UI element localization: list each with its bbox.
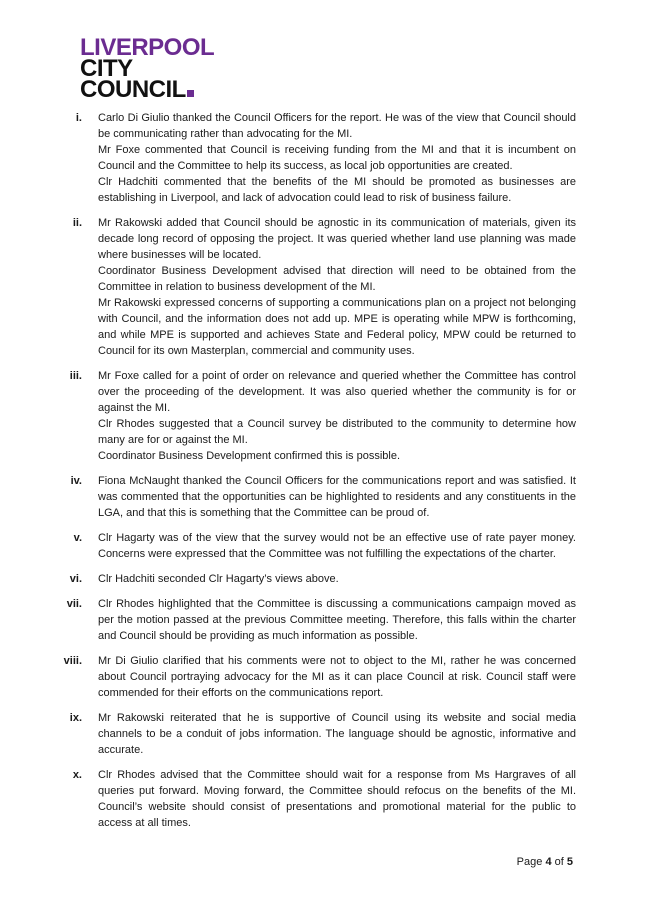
item-number: iv. <box>70 475 82 487</box>
item-body <box>98 571 576 587</box>
page-total: 5 <box>566 856 573 868</box>
page-footer <box>517 856 573 868</box>
council-logo <box>80 34 215 103</box>
item-body <box>98 473 576 521</box>
item-body <box>98 596 576 644</box>
page-number: 4 <box>545 856 552 868</box>
item-body <box>98 530 576 562</box>
item-paragraph: Clr Hagarty was of the view that the survey would not be an effective use of rate payer money. Concerns were expressed that the Committee was not fulfilling the expectations of the charter. <box>98 532 576 560</box>
item-paragraph: Clr Hadchiti seconded Clr Hagarty’s views above. <box>98 573 339 585</box>
item-paragraph: Mr Rakowski added that Council should be agnostic in its communication of materials, given its decade long record of opposing the project. It was queried whether land use planning was made where businesses will be located. <box>98 217 576 261</box>
minutes-item <box>0 110 653 206</box>
logo-dot-icon <box>187 90 194 97</box>
item-paragraph: Mr Rakowski expressed concerns of supporting a communications plan on a project not belonging with Council, and the information does not add up. MPE is operating while MPW is forthcoming, and while MPE is supported and achieves State and Federal policy, MPW could be returned to Council for its own Masterplan, commercial and community uses. <box>98 297 576 357</box>
item-number: i. <box>75 112 82 124</box>
minutes-item <box>0 530 653 562</box>
item-body <box>98 110 576 206</box>
item-paragraph: Coordinator Business Development advised that direction will need to be obtained from the Committee in relation to business development of the MI. <box>98 265 576 293</box>
minutes-item <box>0 473 653 521</box>
logo-line-2: CITY <box>80 55 133 82</box>
item-body <box>98 653 576 701</box>
minutes-item <box>0 571 653 587</box>
minutes-item <box>0 215 653 359</box>
logo-line-1: LIVERPOOL <box>80 34 215 61</box>
minutes-item <box>0 653 653 701</box>
item-paragraph: Coordinator Business Development confirmed this is possible. <box>98 450 401 462</box>
item-number: iii. <box>69 370 82 382</box>
item-paragraph: Mr Di Giulio clarified that his comments were not to object to the MI, rather he was concerned about Council portraying advocacy for the MI as it can place Council at risk. Council staff were commended for their efforts on the communications report. <box>98 655 576 699</box>
item-body <box>98 368 576 464</box>
item-paragraph: Clr Rhodes highlighted that the Committee is discussing a communications campaign moved as per the motion passed at the previous Committee meeting. Therefore, this falls within the charter and Council should be providing as much information as possible. <box>98 598 576 642</box>
page-word: Page <box>516 856 543 868</box>
item-number: x. <box>72 769 82 781</box>
of-word: of <box>554 856 564 868</box>
item-number: v. <box>73 532 82 544</box>
item-body <box>98 767 576 831</box>
item-number: ii. <box>72 217 82 229</box>
item-paragraph: Mr Foxe called for a point of order on relevance and queried whether the Committee has control over the proceeding of the development. It was also queried whether the community is for or against the MI. <box>98 370 576 414</box>
item-paragraph: Mr Foxe commented that Council is receiving funding from the MI and that it is incumbent on Council and the Committee to help its success, as local job opportunities are created. <box>98 144 576 172</box>
minutes-item <box>0 368 653 464</box>
item-body <box>98 710 576 758</box>
minutes-item <box>0 596 653 644</box>
item-paragraph: Carlo Di Giulio thanked the Council Officers for the report. He was of the view that Council should be communicating rather than advocating for the MI. <box>98 112 576 140</box>
minutes-items-list <box>0 110 653 840</box>
item-paragraph: Fiona McNaught thanked the Council Officers for the communications report and was satisfied. It was commented that the opportunities can be highlighted to residents and any constituents in the LGA, and that this is something that the Committee can be proud of. <box>98 475 576 519</box>
item-paragraph: Clr Hadchiti commented that the benefits of the MI should be promoted as businesses are establishing in Liverpool, and lack of advocation could lead to risk of business failure. <box>98 176 576 204</box>
item-number: viii. <box>63 655 82 667</box>
item-paragraph: Clr Rhodes advised that the Committee should wait for a response from Ms Hargraves of all queries put forward. Moving forward, the Committee should refocus on the benefits of the MI. Council’s website should consist of presentations and promotional material for the public to access at all times. <box>98 769 576 829</box>
item-paragraph: Mr Rakowski reiterated that he is supportive of Council using its website and social media channels to be a conduit of jobs information. The language should be agnostic, informative and accurate. <box>98 712 576 756</box>
logo-line-3: COUNCIL <box>80 79 214 100</box>
minutes-item <box>0 710 653 758</box>
item-number: vi. <box>69 573 82 585</box>
minutes-item <box>0 767 653 831</box>
item-body <box>98 215 576 359</box>
item-paragraph: Clr Rhodes suggested that a Council survey be distributed to the community to determine how many are for or against the MI. <box>98 418 576 446</box>
item-number: vii. <box>66 598 82 610</box>
item-number: ix. <box>69 712 82 724</box>
